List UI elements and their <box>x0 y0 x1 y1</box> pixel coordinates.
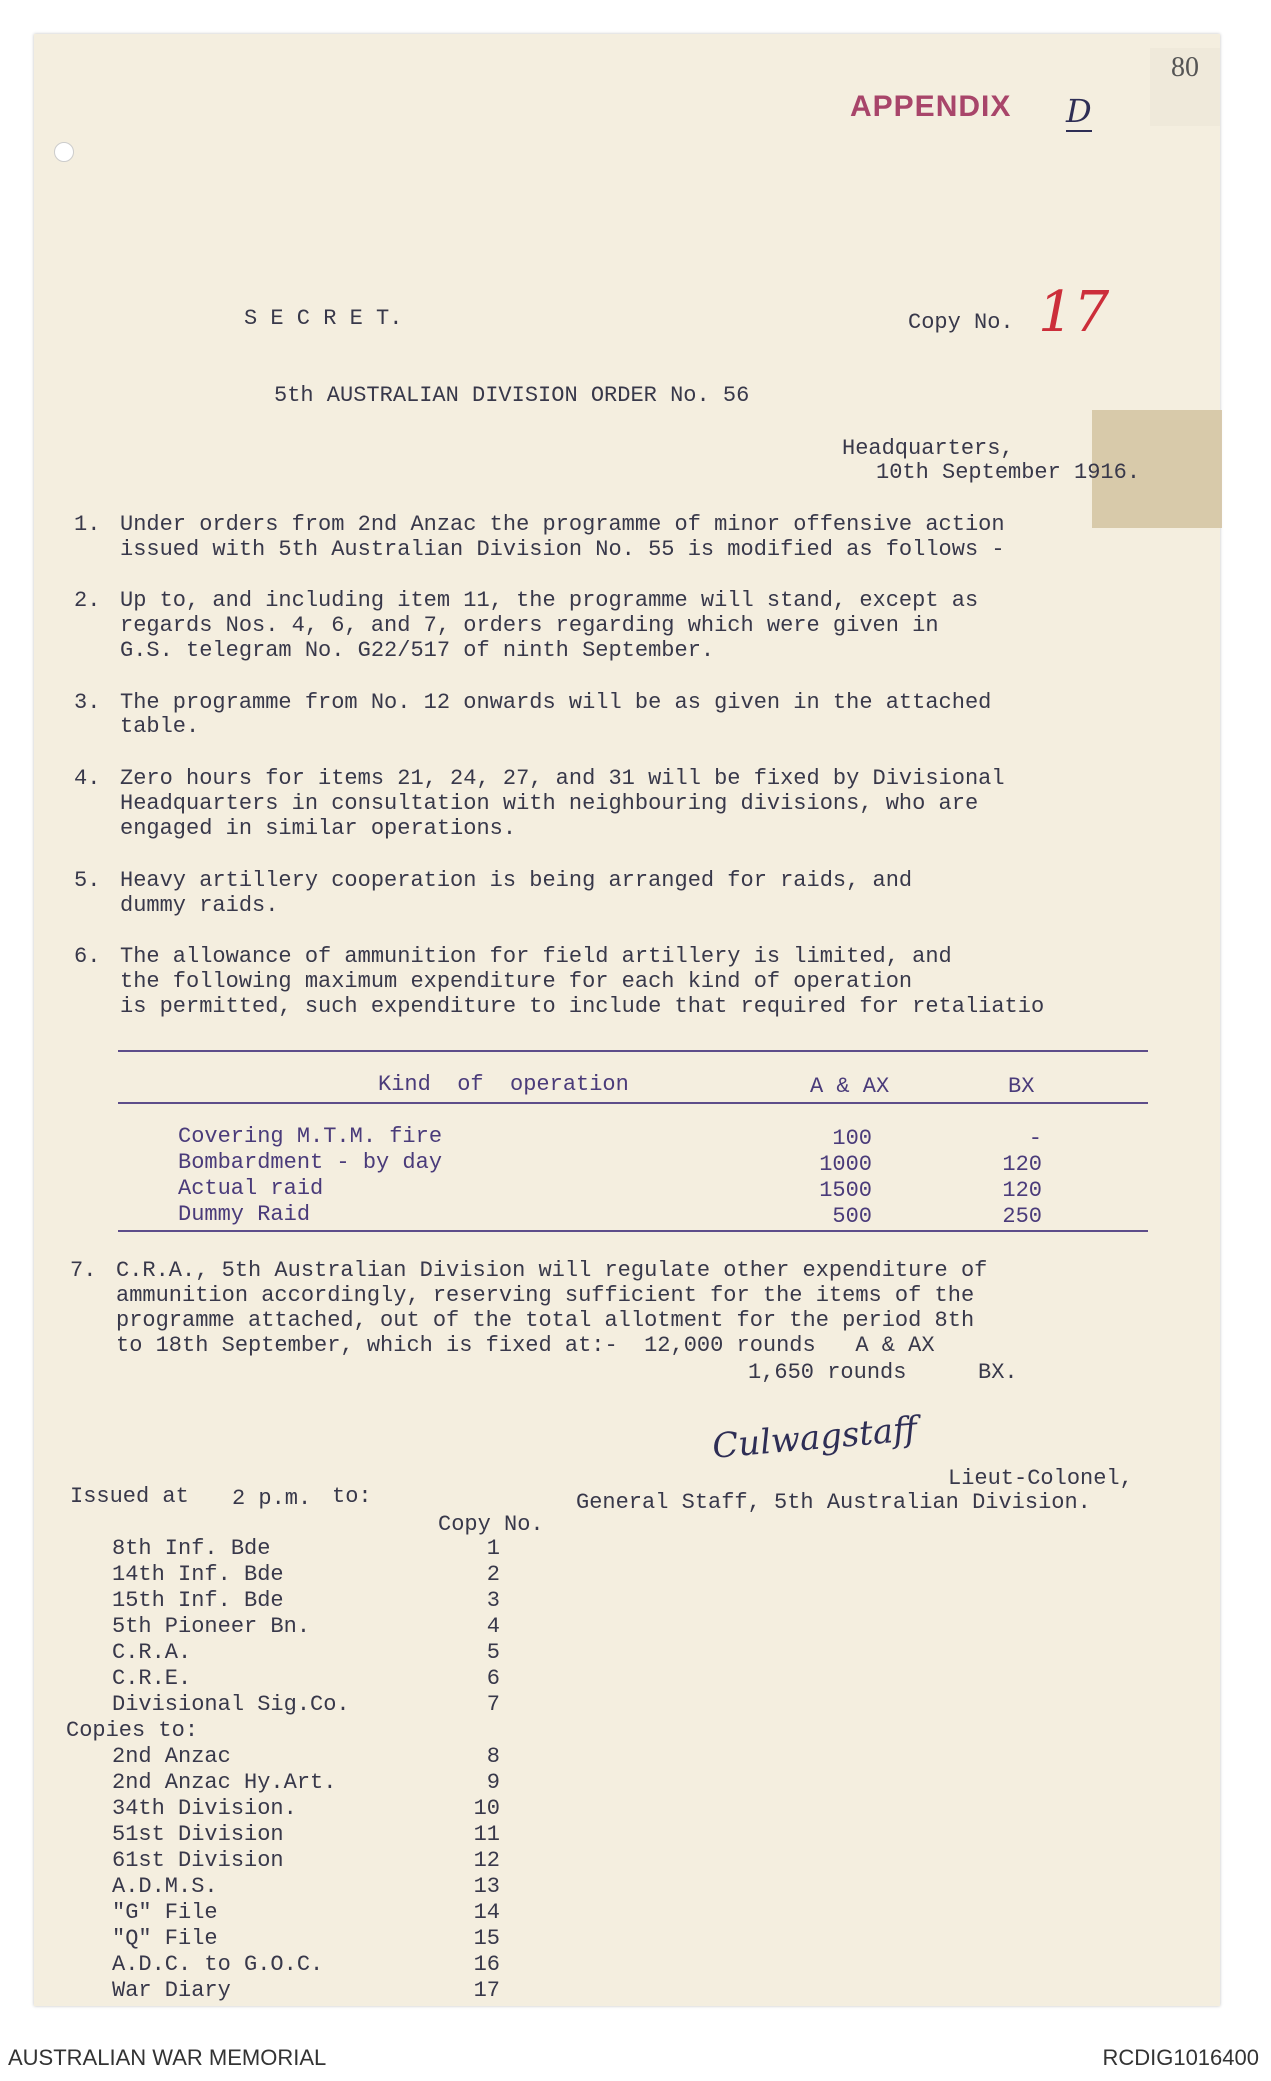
recipient-copy: 4 <box>486 1614 500 1639</box>
location-line1: Headquarters, <box>842 436 1014 461</box>
table-cell-kind: Covering M.T.M. fire <box>178 1124 443 1149</box>
recipient-name: "G" File <box>112 1900 218 1925</box>
recipient-name: 15th Inf. Bde <box>112 1588 284 1613</box>
recipient-copy: 5 <box>486 1640 500 1665</box>
para-line: Zero hours for items 21, 24, 27, and 31 will be fixed by Divisional <box>120 766 1005 791</box>
para-line: regards Nos. 4, 6, and 7, orders regarding which were given in <box>120 613 939 638</box>
issued-time: 2 p.m. <box>232 1486 312 1511</box>
table-cell-bx: 250 <box>1002 1204 1042 1229</box>
recipient-name: 8th Inf. Bde <box>112 1536 271 1561</box>
order-title: 5th AUSTRALIAN DIVISION ORDER No. 56 <box>274 383 750 408</box>
para-line: the following maximum expenditure for each kind of operation <box>120 969 913 994</box>
recipient-copy: 7 <box>486 1692 500 1717</box>
appendix-stamp: APPENDIX <box>850 90 1012 123</box>
recipient-copy: 3 <box>486 1588 500 1613</box>
signature-rank: Lieut-Colonel, <box>948 1466 1133 1491</box>
recipient-copy: 1 <box>486 1536 500 1561</box>
recipient-name: 2nd Anzac Hy.Art. <box>112 1770 337 1795</box>
recipient-copy: 2 <box>486 1562 500 1587</box>
para-num: 5. <box>74 868 101 893</box>
para-line: Heavy artillery cooperation is being arranged for raids, and <box>120 868 913 893</box>
recipient-copy: 14 <box>473 1900 500 1925</box>
recipient-copy: 9 <box>486 1770 500 1795</box>
recipient-copy: 6 <box>486 1666 500 1691</box>
para-line: G.S. telegram No. G22/517 of ninth September. <box>120 638 715 663</box>
para-num: 1. <box>74 512 101 537</box>
recipient-name: 5th Pioneer Bn. <box>112 1614 311 1639</box>
signature: Culwagstaff <box>710 1409 919 1467</box>
para-line: ammunition accordingly, reserving sufficient for the items of the <box>116 1283 975 1308</box>
location-line2: 10th September 1916. <box>876 460 1141 485</box>
footer-record-id: RCDIG1016400 <box>1102 2045 1259 2070</box>
recipient-copy: 17 <box>473 1978 500 2003</box>
signature-title: General Staff, 5th Australian Division. <box>576 1490 1091 1515</box>
issued-to: to: <box>332 1484 372 1509</box>
recipient-copy: 8 <box>486 1744 500 1769</box>
table-bottom-rule <box>118 1230 1148 1232</box>
recipient-copy: 11 <box>473 1822 500 1847</box>
recipient-name: War Diary <box>112 1978 231 2003</box>
para-line: The allowance of ammunition for field artillery is limited, and <box>120 944 952 969</box>
para-line: C.R.A., 5th Australian Division will regulate other expenditure of <box>116 1258 988 1283</box>
recipient-name: 34th Division. <box>112 1796 297 1821</box>
table-cell-bx: - <box>1028 1126 1042 1151</box>
table-header-rule <box>118 1102 1148 1104</box>
para-num: 3. <box>74 690 101 715</box>
recipient-copy: 16 <box>473 1952 500 1977</box>
table-header-kind: Kind of operation <box>378 1072 629 1097</box>
copy-number: 17 <box>1038 280 1110 345</box>
para-num: 2. <box>74 588 101 613</box>
copies-to-label: Copies to: <box>66 1718 199 1743</box>
para-line: programme attached, out of the total allotment for the period 8th <box>116 1308 975 1333</box>
footer-institution: AUSTRALIAN WAR MEMORIAL <box>8 2045 327 2070</box>
para-line: engaged in similar operations. <box>120 816 517 841</box>
issued-label: Issued at <box>70 1484 189 1509</box>
table-cell-a-ax: 100 <box>832 1126 872 1151</box>
recipient-name: 51st Division <box>112 1822 284 1847</box>
page-number: 80 <box>1150 48 1220 126</box>
para-line: dummy raids. <box>120 893 279 918</box>
recipient-copy: 13 <box>473 1874 500 1899</box>
table-cell-kind: Bombardment - by day <box>178 1150 443 1175</box>
copy-label: Copy No. <box>908 310 1014 335</box>
recipient-name: C.R.E. <box>112 1666 192 1691</box>
recipient-name: 61st Division <box>112 1848 284 1873</box>
copy-no-header: Copy No. <box>438 1512 544 1537</box>
recipient-name: "Q" File <box>112 1926 218 1951</box>
para-line: Under orders from 2nd Anzac the programme of minor offensive action <box>120 512 1005 537</box>
table-top-rule <box>118 1050 1148 1052</box>
recipient-name: 2nd Anzac <box>112 1744 231 1769</box>
para-line: Up to, and including item 11, the programme will stand, except as <box>120 588 979 613</box>
para-line: to 18th September, which is fixed at:- 12,000 rounds A & AX <box>116 1333 935 1358</box>
para-num: 4. <box>74 766 101 791</box>
para-num: 7. <box>70 1258 97 1283</box>
table-cell-a-ax: 1500 <box>819 1178 872 1203</box>
table-cell-a-ax: 1000 <box>819 1152 872 1177</box>
recipient-name: Divisional Sig.Co. <box>112 1692 350 1717</box>
table-cell-kind: Actual raid <box>178 1176 324 1201</box>
para-line: The programme from No. 12 onwards will be as given in the attached <box>120 690 992 715</box>
second-type: BX. <box>978 1360 1018 1385</box>
recipient-name: A.D.C. to G.O.C. <box>112 1952 324 1977</box>
recipient-copy: 10 <box>473 1796 500 1821</box>
recipient-name: A.D.M.S. <box>112 1874 218 1899</box>
table-header-a-ax: A & AX <box>810 1074 890 1099</box>
table-header-bx: BX <box>1008 1074 1035 1099</box>
para-line: issued with 5th Australian Division No. 55 is modified as follows - <box>120 537 1005 562</box>
recipient-name: C.R.A. <box>112 1640 192 1665</box>
para-line: table. <box>120 714 200 739</box>
table-cell-bx: 120 <box>1002 1152 1042 1177</box>
table-cell-bx: 120 <box>1002 1178 1042 1203</box>
appendix-letter: D <box>1066 92 1092 130</box>
classification: S E C R E T. <box>244 306 403 331</box>
table-cell-a-ax: 500 <box>832 1204 872 1229</box>
table-cell-kind: Dummy Raid <box>178 1202 311 1227</box>
recipient-copy: 12 <box>473 1848 500 1873</box>
punch-hole <box>54 142 74 162</box>
recipient-name: 14th Inf. Bde <box>112 1562 284 1587</box>
second-amount: 1,650 rounds <box>748 1360 907 1385</box>
recipient-copy: 15 <box>473 1926 500 1951</box>
para-line: Headquarters in consultation with neighbouring divisions, who are <box>120 791 979 816</box>
para-num: 6. <box>74 944 101 969</box>
para-line: is permitted, such expenditure to include that required for retaliatio <box>120 994 1045 1019</box>
